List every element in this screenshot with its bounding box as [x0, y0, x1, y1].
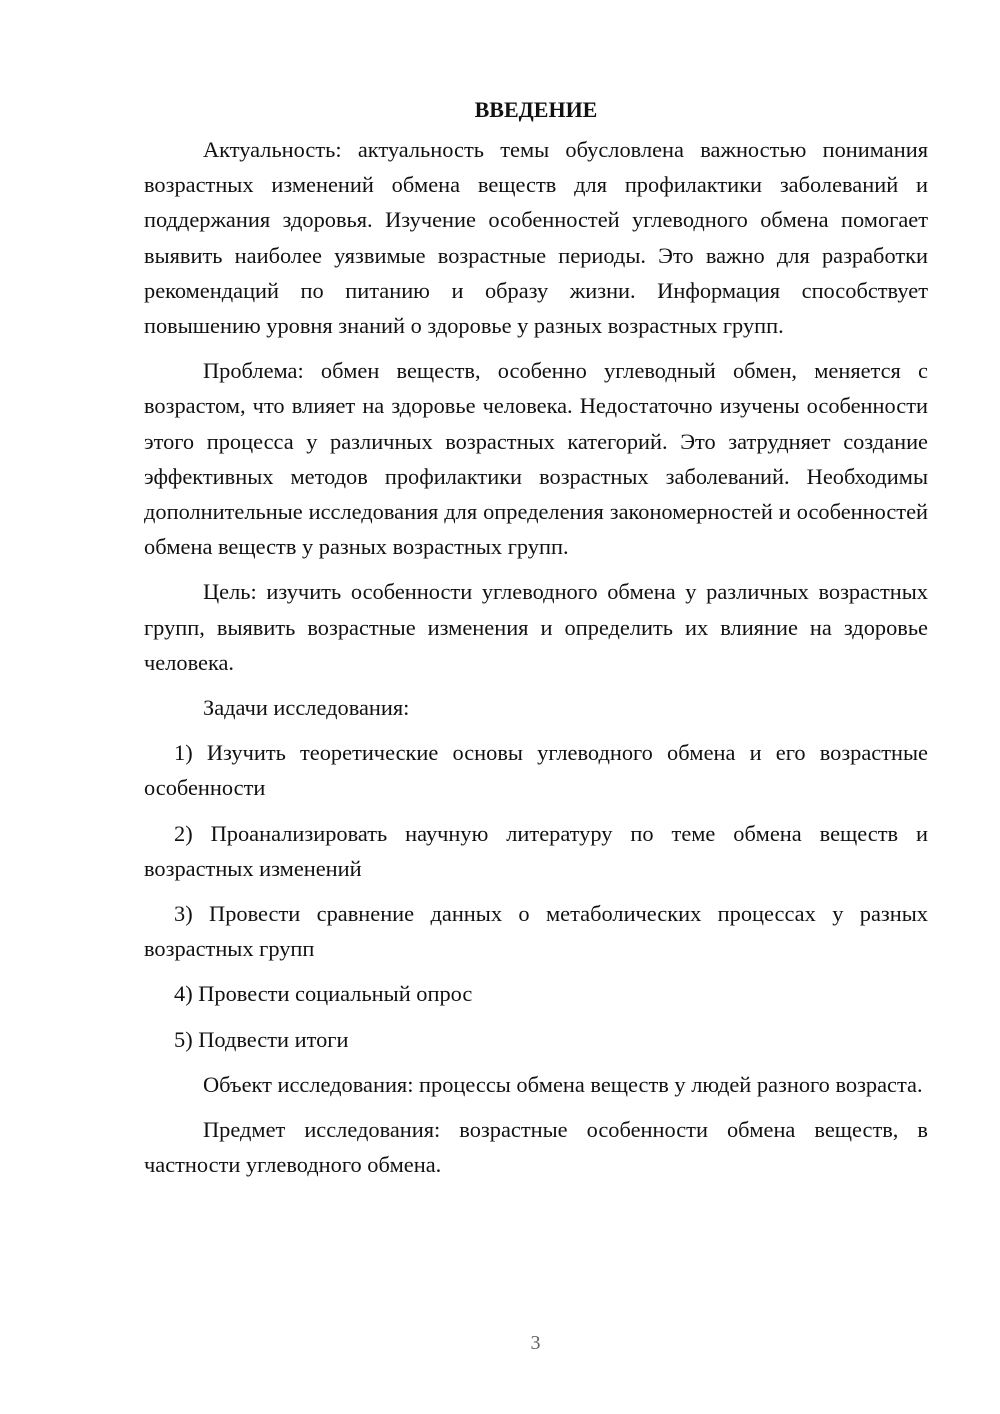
task-item-5: 5) Подвести итоги [174, 1026, 349, 1052]
section-title: ВВЕДЕНИЕ [474, 97, 598, 122]
task-item-4: 4) Провести социальный опрос [174, 981, 473, 1007]
goal-paragraph: Цель: изучить особенности углеводного обмена у различных возрастных групп, выявить возрастные изменения и определить их влияние на здоровье человека. [144, 579, 928, 675]
object-paragraph: Объект исследования: процессы обмена веществ у людей разного возраста. [203, 1071, 923, 1097]
relevance-paragraph: Актуальность: актуальность темы обусловлена важностью понимания возрастных изменений обмена веществ для профилактики заболеваний и поддержания здоровья. Изучение особенностей углеводного обмена помогает выявить наиболее уязвимые возрастные периоды. Это важно для разработки рекомендаций по питанию и образу жизни. Информация способствует повышению уровня знаний о здоровье у разных возрастных групп. [144, 137, 928, 339]
task-item-2: 2) Проанализировать научную литературу по теме обмена веществ и возрастных изменений [144, 820, 928, 881]
task-item-3: 3) Провести сравнение данных о метаболических процессах у разных возрастных групп [144, 901, 928, 962]
page-number: 3 [530, 1332, 541, 1354]
document-page [144, 92, 928, 1192]
task-item-1: 1) Изучить теоретические основы углеводного обмена и его возрастные особенности [144, 740, 928, 801]
tasks-heading: Задачи исследования: [203, 695, 410, 721]
subject-paragraph: Предмет исследования: возрастные особенности обмена веществ, в частности углеводного обмена. [144, 1117, 928, 1178]
problem-paragraph: Проблема: обмен веществ, особенно углеводный обмен, меняется с возрастом, что влияет на здоровье человека. Недостаточно изучены особенности этого процесса у различных возрастных категорий. Это затрудняет создание эффективных методов профилактики возрастных заболеваний. Необходимы дополнительные исследования для определения закономерностей и особенностей обмена веществ у разных возрастных групп. [144, 358, 928, 560]
